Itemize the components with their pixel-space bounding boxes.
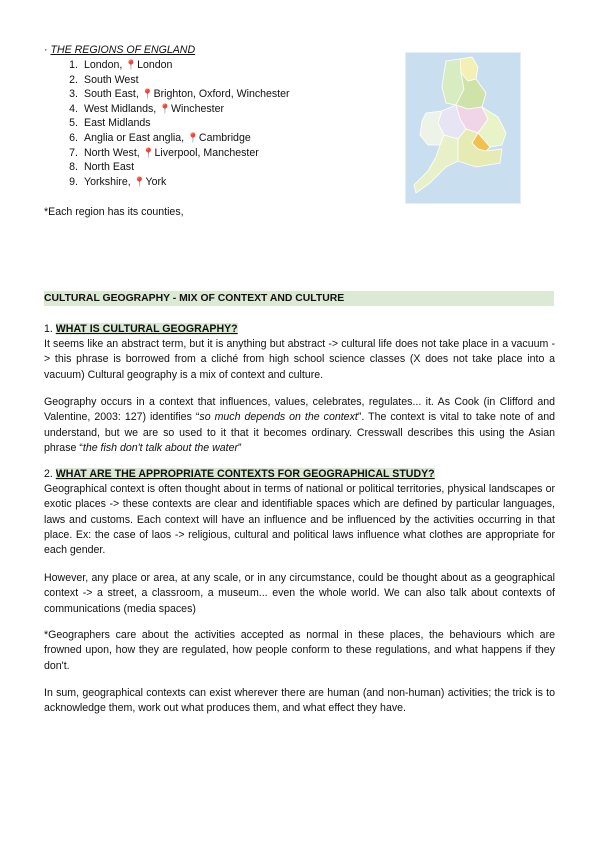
region-name: South East, — [84, 88, 139, 101]
pin-icon: 📍 — [125, 60, 138, 71]
bullet: · — [44, 44, 48, 56]
list-item — [62, 116, 290, 131]
item-number: 7. — [69, 146, 78, 159]
quote-text: the fish don't talk about the water — [82, 441, 239, 454]
list-item — [62, 58, 290, 73]
q1-paragraph-1: It seems like an abstract term, but it is anything but abstract -> cultural life does not take place in a vacuum -> this phrase is borrowed from a cliché from high school science classes (X does not take place into a vacuum) Cultural geography is a mix of context and culture. — [44, 338, 555, 381]
region-cities: London — [137, 59, 173, 71]
list-item — [62, 146, 290, 161]
region-name: East Midlands — [84, 117, 151, 130]
list-item — [62, 131, 290, 146]
q2-paragraph-4: In sum, geographical contexts can exist wherever there are human (and non-human) activities; the trick is to acknowledge them, work out what produces them, and what effect they have. — [44, 687, 555, 715]
pin-icon: 📍 — [159, 103, 172, 115]
question-number: 2. — [44, 468, 53, 480]
pin-icon: 📍 — [187, 132, 199, 144]
regions-heading — [44, 44, 195, 56]
list-item — [62, 73, 290, 88]
pin-icon: 📍 — [141, 89, 154, 101]
q2-paragraph-3: *Geographers care about the activities accepted as normal in these places, the behaviours which are frowned upon, how they are regulated, how people conform to these regulations, and what happens if they don't. — [44, 629, 555, 672]
question-1-heading — [44, 323, 238, 335]
regions-title: THE REGIONS OF ENGLAND — [50, 44, 196, 56]
region-cities: Brighton, Oxford, Winchester — [153, 88, 290, 101]
question-title: WHAT ARE THE APPROPRIATE CONTEXTS FOR GEOGRAPHICAL STUDY? — [55, 468, 435, 480]
text-segment: ” — [238, 441, 242, 454]
england-regions-map — [405, 52, 521, 204]
region-name: North East — [84, 161, 135, 174]
region-name: London, — [84, 59, 123, 71]
question-number: 1. — [44, 323, 53, 335]
item-number: 4. — [69, 102, 78, 115]
region-name: Anglia or East anglia, — [84, 131, 185, 144]
question-2-heading — [44, 468, 435, 480]
pin-icon: 📍 — [133, 176, 146, 188]
region-cities: Liverpool, Manchester — [154, 146, 259, 159]
q2-paragraph-2: However, any place or area, at any scale, or in any circumstance, could be thought about as a geographical context -> a street, a classroom, a museum... even the whole world. We can also talk about contexts of communications (media spaces) — [44, 572, 555, 615]
region-name: South West — [84, 73, 139, 86]
text-segment: ”. The context is vital to take note of and understand, but we are so used to it that it becomes ordinary. Cresswall describes this using the Asian phrase “ — [44, 411, 555, 454]
quote-text: so much depends on the context — [199, 411, 358, 424]
regions-list — [62, 58, 290, 189]
item-number: 5. — [69, 117, 78, 130]
question-title: WHAT IS CULTURAL GEOGRAPHY? — [55, 323, 238, 335]
section-heading: CULTURAL GEOGRAPHY - MIX OF CONTEXT AND CULTURE — [44, 291, 554, 306]
region-name: West Midlands, — [84, 102, 157, 115]
q2-paragraph-1: Geographical context is often thought about in terms of national or political territories, physical landscapes or exotic places -> these contexts are clear and identifiable spaces which are defined by particular languages, laws and customs. Each context will have an influence and be influenced by the activities occurring in that place. Ex: the case of laos -> religious, cultural and political laws influence what clothes are appropriate for each gender. — [44, 483, 555, 557]
counties-note: *Each region has its counties, — [44, 206, 184, 218]
item-number: 3. — [69, 88, 78, 101]
q1-paragraph-2 — [44, 395, 555, 456]
item-number: 6. — [69, 131, 78, 144]
item-number: 9. — [69, 175, 78, 188]
map-graphic — [406, 53, 520, 203]
list-item — [62, 102, 290, 117]
region-name: North West, — [84, 146, 140, 159]
pin-icon: 📍 — [142, 147, 155, 159]
item-number: 1. — [69, 59, 78, 71]
list-item — [62, 160, 290, 175]
item-number: 2. — [69, 73, 78, 86]
region-cities: Winchester — [171, 102, 225, 115]
region-name: Yorkshire, — [84, 175, 131, 188]
text-segment: Geography occurs in a context that influences, values, celebrates, regulates... it. As Cook (in Clifford and Valentine, 2003: 127) identifies “ — [44, 396, 555, 424]
wales-area — [420, 111, 444, 145]
item-number: 8. — [69, 161, 78, 174]
list-item — [62, 87, 290, 102]
region-cities: Cambridge — [198, 131, 251, 144]
list-item — [62, 175, 290, 190]
region-cities: York — [145, 175, 167, 188]
